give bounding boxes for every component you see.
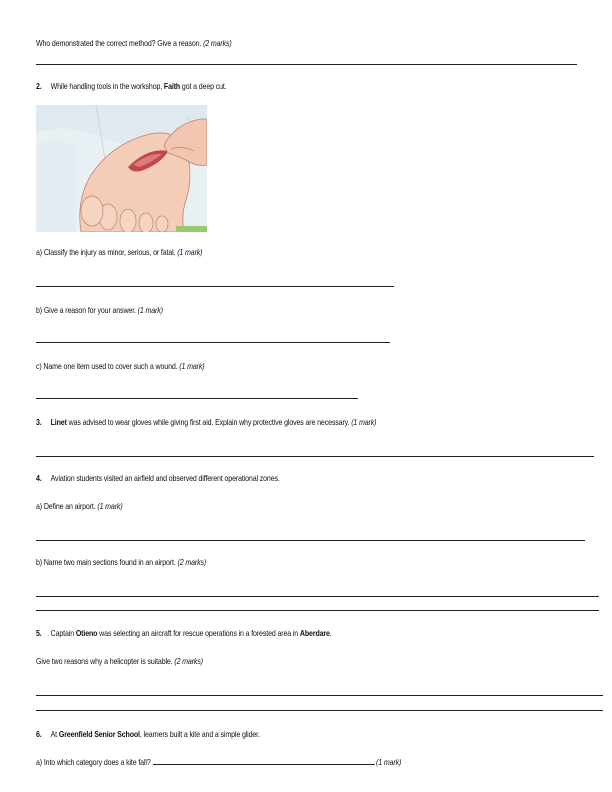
q3-question: 3. Linet was advised to wear gloves while giving first aid. Explain why protective gloves are necessary. (1 mark) <box>36 418 377 427</box>
answer-line[interactable] <box>36 342 390 343</box>
q6a-question: a) Into which category does a kite fall? (1 mark) <box>36 758 402 767</box>
q2-intro: 2. While handling tools in the workshop, Faith got a deep cut. <box>36 82 227 91</box>
answer-line[interactable] <box>36 610 599 611</box>
q2c-question: c) Name one item used to cover such a wound. (1 mark) <box>36 362 205 371</box>
answer-line[interactable] <box>36 710 603 711</box>
q5-intro: 5. Captain Otieno was selecting an aircraft for rescue operations in a forested area in Aberdare. <box>36 629 332 638</box>
q2b-question: b) Give a reason for your answer. (1 mark) <box>36 306 163 315</box>
answer-line[interactable] <box>36 64 577 65</box>
q1-followup-question: Who demonstrated the correct method? Give a reason. (2 marks) <box>36 39 232 48</box>
q4a-question: a) Define an airport. (1 mark) <box>36 502 123 511</box>
answer-line[interactable] <box>36 596 599 597</box>
q6-intro: 6. At Greenfield Senior School, learners built a kite and a simple glider. <box>36 730 260 739</box>
answer-line[interactable] <box>36 398 358 399</box>
answer-line[interactable] <box>36 695 603 696</box>
q4-intro: 4. Aviation students visited an airfield and observed different operational zones. <box>36 474 280 483</box>
answer-line[interactable] <box>36 286 394 287</box>
q2a-question: a) Classify the injury as minor, serious, or fatal. (1 mark) <box>36 248 203 257</box>
q4b-question: b) Name two main sections found in an airport. (2 marks) <box>36 558 207 567</box>
inline-answer-line[interactable] <box>153 757 375 765</box>
q5-question: Give two reasons why a helicopter is suitable. (2 marks) <box>36 657 203 666</box>
answer-line[interactable] <box>36 456 594 457</box>
answer-line[interactable] <box>36 540 585 541</box>
injury-image <box>36 105 207 232</box>
cut-foot-illustration <box>36 105 207 232</box>
